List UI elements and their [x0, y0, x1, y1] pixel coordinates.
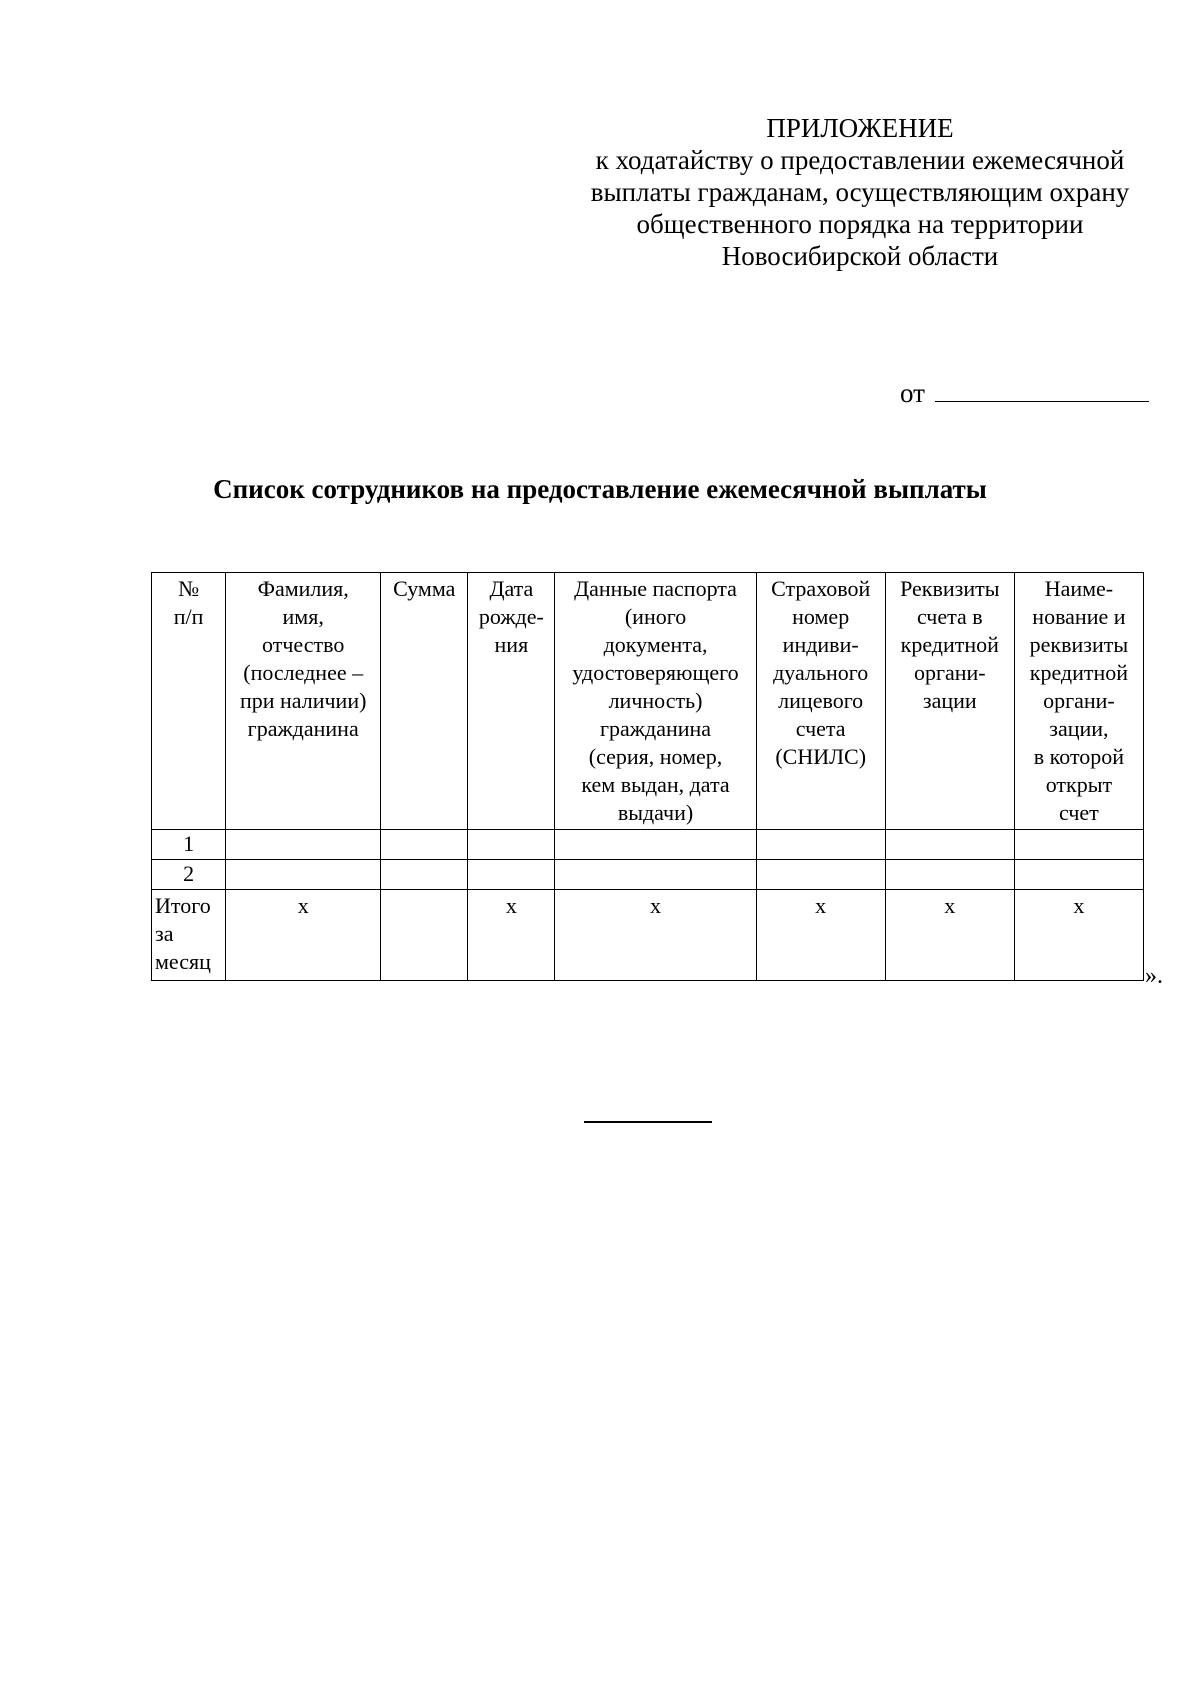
appendix-line: общественного порядка на территории: [636, 209, 1084, 239]
table-row: [152, 860, 1144, 890]
table-cell: [226, 830, 381, 860]
row-number: 2: [152, 860, 226, 890]
total-row: [152, 890, 1144, 981]
header-amount: Сумма: [381, 573, 468, 830]
total-label: Итого за месяц: [152, 890, 226, 981]
total-cell: x: [756, 890, 885, 981]
closing-quote: ».: [1145, 963, 1163, 989]
table-cell: [555, 860, 756, 890]
table-cell: [885, 830, 1014, 860]
header-bank-details: Наиме- нование и реквизиты кредитной органи- зации, в которой открыт счет: [1014, 573, 1143, 830]
table-cell: [555, 830, 756, 860]
appendix-line: к ходатайству о предоставлении ежемесячной: [595, 145, 1125, 175]
total-cell: x: [1014, 890, 1143, 981]
header-birth-date: Дата рожде- ния: [468, 573, 555, 830]
table-cell: [1014, 860, 1143, 890]
total-cell: x: [226, 890, 381, 981]
date-label: от: [900, 378, 925, 408]
table-cell: [1014, 830, 1143, 860]
total-cell: [381, 890, 468, 981]
table-cell: [381, 830, 468, 860]
header-number: № п/п: [152, 573, 226, 830]
table-header-row: [152, 573, 1144, 830]
table-cell: [381, 860, 468, 890]
end-rule: [584, 1121, 712, 1123]
table-cell: [226, 860, 381, 890]
document-title: Список сотрудников на предоставление ежемесячной выплаты: [213, 474, 987, 504]
header-full-name: Фамилия, имя, отчество (последнее – при наличии) гражданина: [226, 573, 381, 830]
appendix-line: выплаты гражданам, осуществляющим охрану: [590, 177, 1130, 207]
table-cell: [468, 830, 555, 860]
header-account-details: Реквизиты счета в кредитной органи- зации: [885, 573, 1014, 830]
date-field: [900, 378, 1149, 409]
header-passport-data: Данные паспорта (иного документа, удостоверяющего личность) гражданина (серия, номер, кем выдан, дата выдачи): [555, 573, 756, 830]
appendix-header: [540, 112, 1180, 272]
appendix-line: Новосибирской области: [721, 241, 999, 271]
total-cell: x: [468, 890, 555, 981]
table-cell: [756, 830, 885, 860]
row-number: 1: [152, 830, 226, 860]
appendix-heading: ПРИЛОЖЕНИЕ: [766, 113, 954, 143]
table-row: [152, 830, 1144, 860]
header-snils: Страховой номер индиви- дуального лицевого счета (СНИЛС): [756, 573, 885, 830]
total-cell: x: [555, 890, 756, 981]
date-blank-line: [935, 379, 1149, 402]
total-cell: x: [885, 890, 1014, 981]
table-cell: [468, 860, 555, 890]
table-cell: [756, 860, 885, 890]
staff-table: [151, 572, 1144, 981]
table-cell: [885, 860, 1014, 890]
